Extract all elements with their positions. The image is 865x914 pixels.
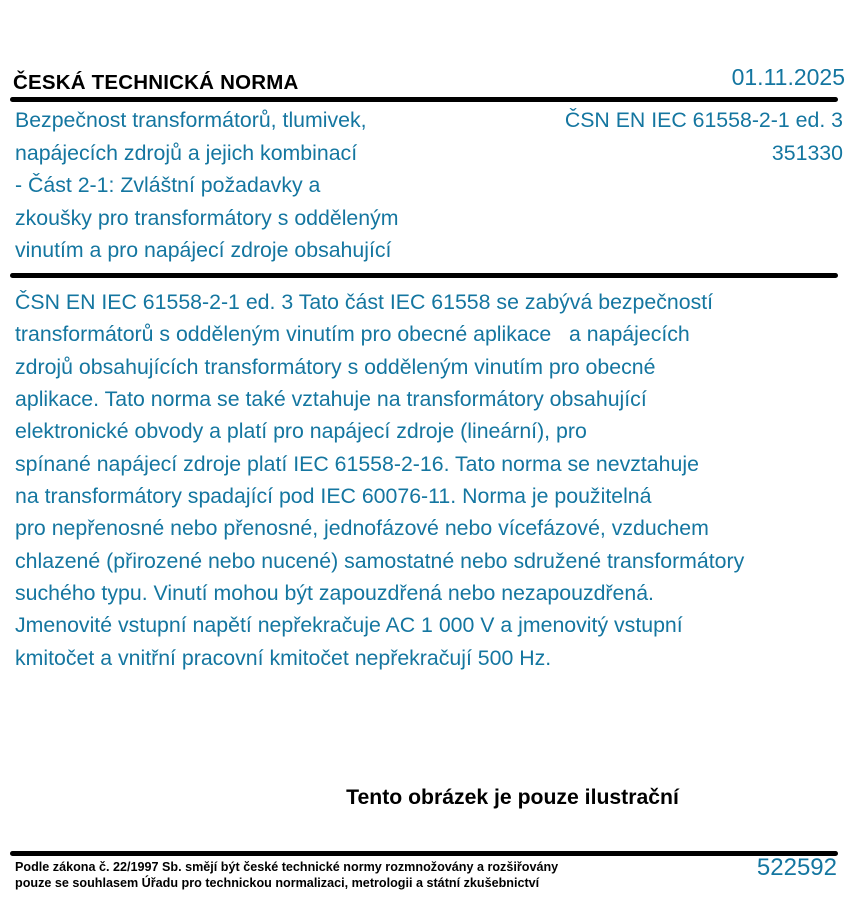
- standard-title-line: - Část 2-1: Zvláštní požadavky a: [15, 173, 321, 197]
- illustrative-note: Tento obrázek je pouze ilustrační: [346, 786, 679, 809]
- abstract-line: transformátorů s odděleným vinutím pro obecné aplikace a napájecích: [15, 322, 690, 347]
- abstract-text: [15, 286, 744, 674]
- abstract-line: na transformátory spadající pod IEC 60076-11. Norma je použitelná: [15, 484, 652, 509]
- standard-title-line: zkoušky pro transformátory s odděleným: [15, 205, 399, 230]
- copyright-line: Podle zákona č. 22/1997 Sb. smějí být české technické normy rozmnožovány a rozšiřovány: [15, 860, 559, 874]
- abstract-line: ČSN EN IEC 61558-2-1 ed. 3 Tato část IEC 61558 se zabývá bezpečností: [15, 290, 714, 314]
- abstract-line: kmitočet a vnitřní pracovní kmitočet nepřekračují 500 Hz.: [15, 645, 552, 670]
- header-divider: [10, 97, 838, 102]
- standard-title-line: Bezpečnost transformátorů, tlumivek,: [15, 108, 367, 132]
- abstract-line: elektronické obvody a platí pro napájecí zdroje (lineární), pro: [15, 419, 587, 444]
- standard-identifiers: [565, 104, 843, 169]
- standard-title: [15, 104, 399, 267]
- standard-designation: ČSN EN IEC 61558-2-1 ed. 3: [564, 108, 843, 132]
- copyright-line: pouze se souhlasem Úřadu pro technickou normalizaci, metrologii a státní zkušebnictví: [15, 875, 540, 890]
- standard-title-line: napájecích zdrojů a jejich kombinací: [15, 140, 358, 165]
- copyright-notice: [15, 860, 558, 892]
- standard-title-line: vinutím a pro napájecí zdroje obsahující: [15, 238, 392, 262]
- abstract-line: aplikace. Tato norma se také vztahuje na transformátory obsahující: [15, 387, 647, 412]
- issue-date: 01.11.2025: [731, 64, 845, 90]
- abstract-line: Jmenovité vstupní napětí nepřekračuje AC 1 000 V a jmenovitý vstupní: [15, 613, 683, 638]
- standard-class-number: 351330: [771, 140, 843, 165]
- order-number: 522592: [756, 854, 837, 881]
- abstract-line: pro nepřenosné nebo přenosné, jednofázové nebo vícefázové, vzduchem: [15, 516, 709, 541]
- abstract-line: chlazené (přirozené nebo nucené) samostatné nebo sdružené transformátory: [15, 548, 745, 573]
- page-title: ČESKÁ TECHNICKÁ NORMA: [13, 71, 299, 94]
- abstract-line: zdrojů obsahujících transformátory s odděleným vinutím pro obecné: [15, 354, 656, 379]
- abstract-line: spínané napájecí zdroje platí IEC 61558-2-16. Tato norma se nevztahuje: [15, 451, 699, 476]
- abstract-line: suchého typu. Vinutí mohou být zapouzdřená nebo nezapouzdřená.: [15, 581, 654, 606]
- title-divider: [10, 273, 838, 278]
- footer-divider: [10, 851, 838, 856]
